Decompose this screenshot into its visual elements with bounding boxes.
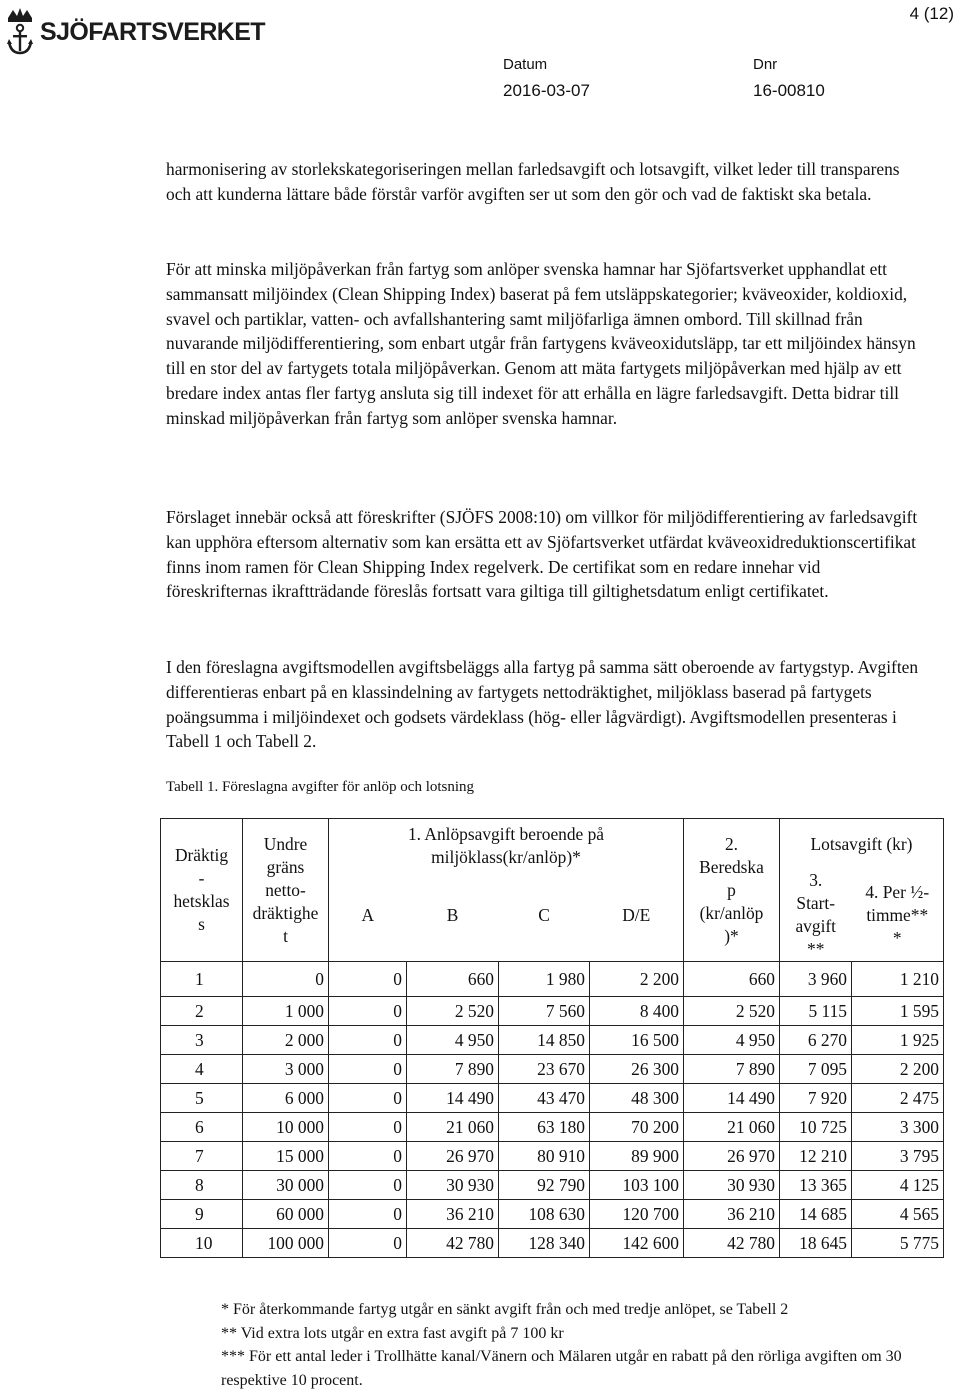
- table-cell: 48 300: [590, 1084, 684, 1113]
- table-cell: 4 565: [852, 1200, 944, 1229]
- table-cell: 2: [161, 997, 243, 1026]
- table-cell: 7 890: [407, 1055, 499, 1084]
- table-cell: 7 890: [684, 1055, 780, 1084]
- table-cell: 0: [329, 1229, 407, 1258]
- table-cell: 26 300: [590, 1055, 684, 1084]
- table-cell: 12 210: [780, 1142, 852, 1171]
- table-cell: 10: [161, 1229, 243, 1258]
- footnote-2: ** Vid extra lots utgår en extra fast avgift på 7 100 kr: [221, 1324, 564, 1342]
- table-cell: 60 000: [243, 1200, 329, 1229]
- table-cell: 43 470: [499, 1084, 590, 1113]
- table-cell: 2 520: [684, 997, 780, 1026]
- table-cell: 14 490: [684, 1084, 780, 1113]
- header-anlop-fee: 1. Anlöpsavgift beroende på miljöklass(kr/anlöp)*: [329, 819, 684, 870]
- table-cell: 6 270: [780, 1026, 852, 1055]
- table-row: [161, 1055, 944, 1084]
- table-cell: 1 595: [852, 997, 944, 1026]
- table-cell: 660: [407, 962, 499, 997]
- table-cell: 8 400: [590, 997, 684, 1026]
- table-cell: 5 775: [852, 1229, 944, 1258]
- footnote-1: * För återkommande fartyg utgår en sänkt avgift från och med tredje anlöpet, se Tabell 2: [221, 1301, 789, 1318]
- table-cell: 30 930: [684, 1171, 780, 1200]
- header-half-hour-fee: 4. Per ½- timme** *: [852, 869, 944, 962]
- table-cell: 4: [161, 1055, 243, 1084]
- table-cell: 0: [329, 1084, 407, 1113]
- dnr-block: [753, 56, 825, 101]
- table-cell: 0: [329, 962, 407, 997]
- table-cell: 2 200: [852, 1055, 944, 1084]
- footnotes: [221, 1298, 921, 1392]
- table-cell: 4 950: [407, 1026, 499, 1055]
- table-cell: 15 000: [243, 1142, 329, 1171]
- table-cell: 10 725: [780, 1113, 852, 1142]
- date-value: 2016-03-07: [503, 81, 590, 100]
- table-cell: 1 980: [499, 962, 590, 997]
- table-cell: 1 210: [852, 962, 944, 997]
- table-row: [161, 1142, 944, 1171]
- table-cell: 1 000: [243, 997, 329, 1026]
- logo-text: SJÖFARTSVERKET: [40, 17, 265, 46]
- table-cell: 21 060: [407, 1113, 499, 1142]
- table-row: [161, 1026, 944, 1055]
- table-cell: 7 095: [780, 1055, 852, 1084]
- table-row: [161, 1171, 944, 1200]
- table-cell: 10 000: [243, 1113, 329, 1142]
- paragraph-text: I den föreslagna avgiftsmodellen avgiftsbeläggs alla fartyg på samma sätt oberoende av fartygstyp. Avgiften differentieras enbart på en klassindelning av fartygets nettodräktighet, miljöklass baserad på fartygets poängsumma i miljöindexet och godsets värdeklass (hög- eller lågvärdigt). Avgiftsmodellen presenteras i Tabell 1 och Tabell 2.: [166, 657, 919, 752]
- table-cell: 4 950: [684, 1026, 780, 1055]
- table-cell: 26 970: [407, 1142, 499, 1171]
- table-cell: 16 500: [590, 1026, 684, 1055]
- table-cell: 120 700: [590, 1200, 684, 1229]
- paragraph-1: [166, 157, 926, 207]
- table-cell: 2 200: [590, 962, 684, 997]
- header-class: Dräktig - hetsklas s: [161, 819, 243, 962]
- table-cell: 3: [161, 1026, 243, 1055]
- table-cell: 3 960: [780, 962, 852, 997]
- table-cell: 92 790: [499, 1171, 590, 1200]
- table-row: [161, 1229, 944, 1258]
- table-cell: 14 490: [407, 1084, 499, 1113]
- table-row: [161, 1113, 944, 1142]
- header-pilotage: Lotsavgift (kr): [780, 819, 944, 870]
- paragraph-2: [166, 257, 926, 431]
- table-cell: 13 365: [780, 1171, 852, 1200]
- table-cell: 0: [329, 997, 407, 1026]
- table-cell: 0: [329, 1142, 407, 1171]
- page-number: 4 (12): [909, 4, 954, 23]
- table-cell: 142 600: [590, 1229, 684, 1258]
- table-cell: 2 520: [407, 997, 499, 1026]
- table-row: [161, 1200, 944, 1229]
- date-label: Datum: [503, 56, 548, 73]
- table-cell: 7 920: [780, 1084, 852, 1113]
- table-cell: 2 475: [852, 1084, 944, 1113]
- paragraph-text: harmonisering av storlekskategoriseringen mellan farledsavgift och lotsavgift, vilket leder till transparens och att kunderna lättare både förstår varför avgiften ser ut som den gör och vad de faktiskt ska betala.: [166, 159, 900, 204]
- header-class-a: A: [329, 869, 407, 962]
- table-cell: 103 100: [590, 1171, 684, 1200]
- table-cell: 23 670: [499, 1055, 590, 1084]
- paragraph-4: [166, 655, 926, 754]
- table-cell: 100 000: [243, 1229, 329, 1258]
- dnr-value: 16-00810: [753, 81, 825, 100]
- table-cell: 7 560: [499, 997, 590, 1026]
- table-row: [161, 997, 944, 1026]
- footnote-3: *** För ett antal leder i Trollhätte kanal/Vänern och Mälaren utgår en rabatt på den rörliga avgiften om 30 respektive 10 procent.: [221, 1348, 902, 1389]
- table-cell: 3 795: [852, 1142, 944, 1171]
- dnr-label: Dnr: [753, 56, 778, 73]
- header-start-fee: 3. Start- avgift **: [780, 869, 852, 962]
- table-cell: 42 780: [407, 1229, 499, 1258]
- table-cell: 63 180: [499, 1113, 590, 1142]
- table-cell: 1: [161, 962, 243, 997]
- table-cell: 8: [161, 1171, 243, 1200]
- paragraph-3: [166, 505, 926, 604]
- table-cell: 26 970: [684, 1142, 780, 1171]
- table-row: [161, 1084, 944, 1113]
- table-cell: 0: [329, 1055, 407, 1084]
- table-cell: 89 900: [590, 1142, 684, 1171]
- paragraph-text: För att minska miljöpåverkan från fartyg som anlöper svenska hamnar har Sjöfartsverket upphandlat ett sammansatt miljöindex (Clean Shipping Index) baserat på fem utsläppskategorier; kväveoxider, koldioxid, svavel och partiklar, vatten- och avfallshantering samt miljöfarliga ämnen ombord. Till skillnad från nuvarande miljödifferentiering, som enbart utgår från fartygens kväveoxidutsläpp, tar ett miljöindex hänsyn till en stor del av fartygets totala miljöpåverkan. Genom att mäta fartygets miljöpåverkan med hjälp av ett bredare index antas fler fartyg ansluta sig till indexet för att erhålla en lägre farledsavgift. Detta bidrar till minskad miljöpåverkan från fartyg som anlöper svenska hamnar.: [166, 259, 916, 428]
- header-lower-limit: Undre gräns netto- dräktighe t: [243, 819, 329, 962]
- table-cell: 5 115: [780, 997, 852, 1026]
- table-cell: 0: [329, 1171, 407, 1200]
- table-cell: 80 910: [499, 1142, 590, 1171]
- table-cell: 9: [161, 1200, 243, 1229]
- table-row: [161, 962, 944, 997]
- table-cell: 30 930: [407, 1171, 499, 1200]
- table-cell: 42 780: [684, 1229, 780, 1258]
- table-cell: 70 200: [590, 1113, 684, 1142]
- table-cell: 14 850: [499, 1026, 590, 1055]
- table-cell: 3 000: [243, 1055, 329, 1084]
- fees-table-body: [161, 962, 944, 1258]
- table-cell: 128 340: [499, 1229, 590, 1258]
- header-class-b: B: [407, 869, 499, 962]
- table-cell: 5: [161, 1084, 243, 1113]
- table-cell: 0: [329, 1113, 407, 1142]
- table-cell: 1 925: [852, 1026, 944, 1055]
- paragraph-text: Förslaget innebär också att föreskrifter (SJÖFS 2008:10) om villkor för miljödifferentiering av farledsavgift kan upphöra eftersom alternativ som kan ersätta ett av Sjöfartsverket utfärdat kväveoxidreduktionscertifikat finns inom ramen för Clean Shipping Index regelverk. De certifikat som en redare innehar vid föreskrifternas ikraftträdande föreslås fortsatt vara giltiga till giltighetsdatum enligt certifikatet.: [166, 507, 918, 602]
- table-cell: 6: [161, 1113, 243, 1142]
- table-cell: 4 125: [852, 1171, 944, 1200]
- table-cell: 0: [329, 1200, 407, 1229]
- table-cell: 21 060: [684, 1113, 780, 1142]
- table-cell: 18 645: [780, 1229, 852, 1258]
- table-caption: Tabell 1. Föreslagna avgifter för anlöp och lotsning: [166, 779, 475, 795]
- table-cell: 7: [161, 1142, 243, 1171]
- header-class-de: D/E: [590, 869, 684, 962]
- table-cell: 660: [684, 962, 780, 997]
- header-class-c: C: [499, 869, 590, 962]
- anchor-crown-icon: [4, 6, 36, 58]
- table-cell: 14 685: [780, 1200, 852, 1229]
- table-cell: 6 000: [243, 1084, 329, 1113]
- table-cell: 3 300: [852, 1113, 944, 1142]
- date-block: [503, 56, 590, 101]
- logo: [4, 4, 265, 60]
- header-beredskap: 2. Beredska p (kr/anlöp )*: [684, 819, 780, 962]
- fees-table: [160, 818, 944, 1258]
- table-cell: 30 000: [243, 1171, 329, 1200]
- table-cell: 36 210: [407, 1200, 499, 1229]
- table-cell: 0: [329, 1026, 407, 1055]
- table-cell: 108 630: [499, 1200, 590, 1229]
- table-cell: 0: [243, 962, 329, 997]
- table-cell: 2 000: [243, 1026, 329, 1055]
- table-cell: 36 210: [684, 1200, 780, 1229]
